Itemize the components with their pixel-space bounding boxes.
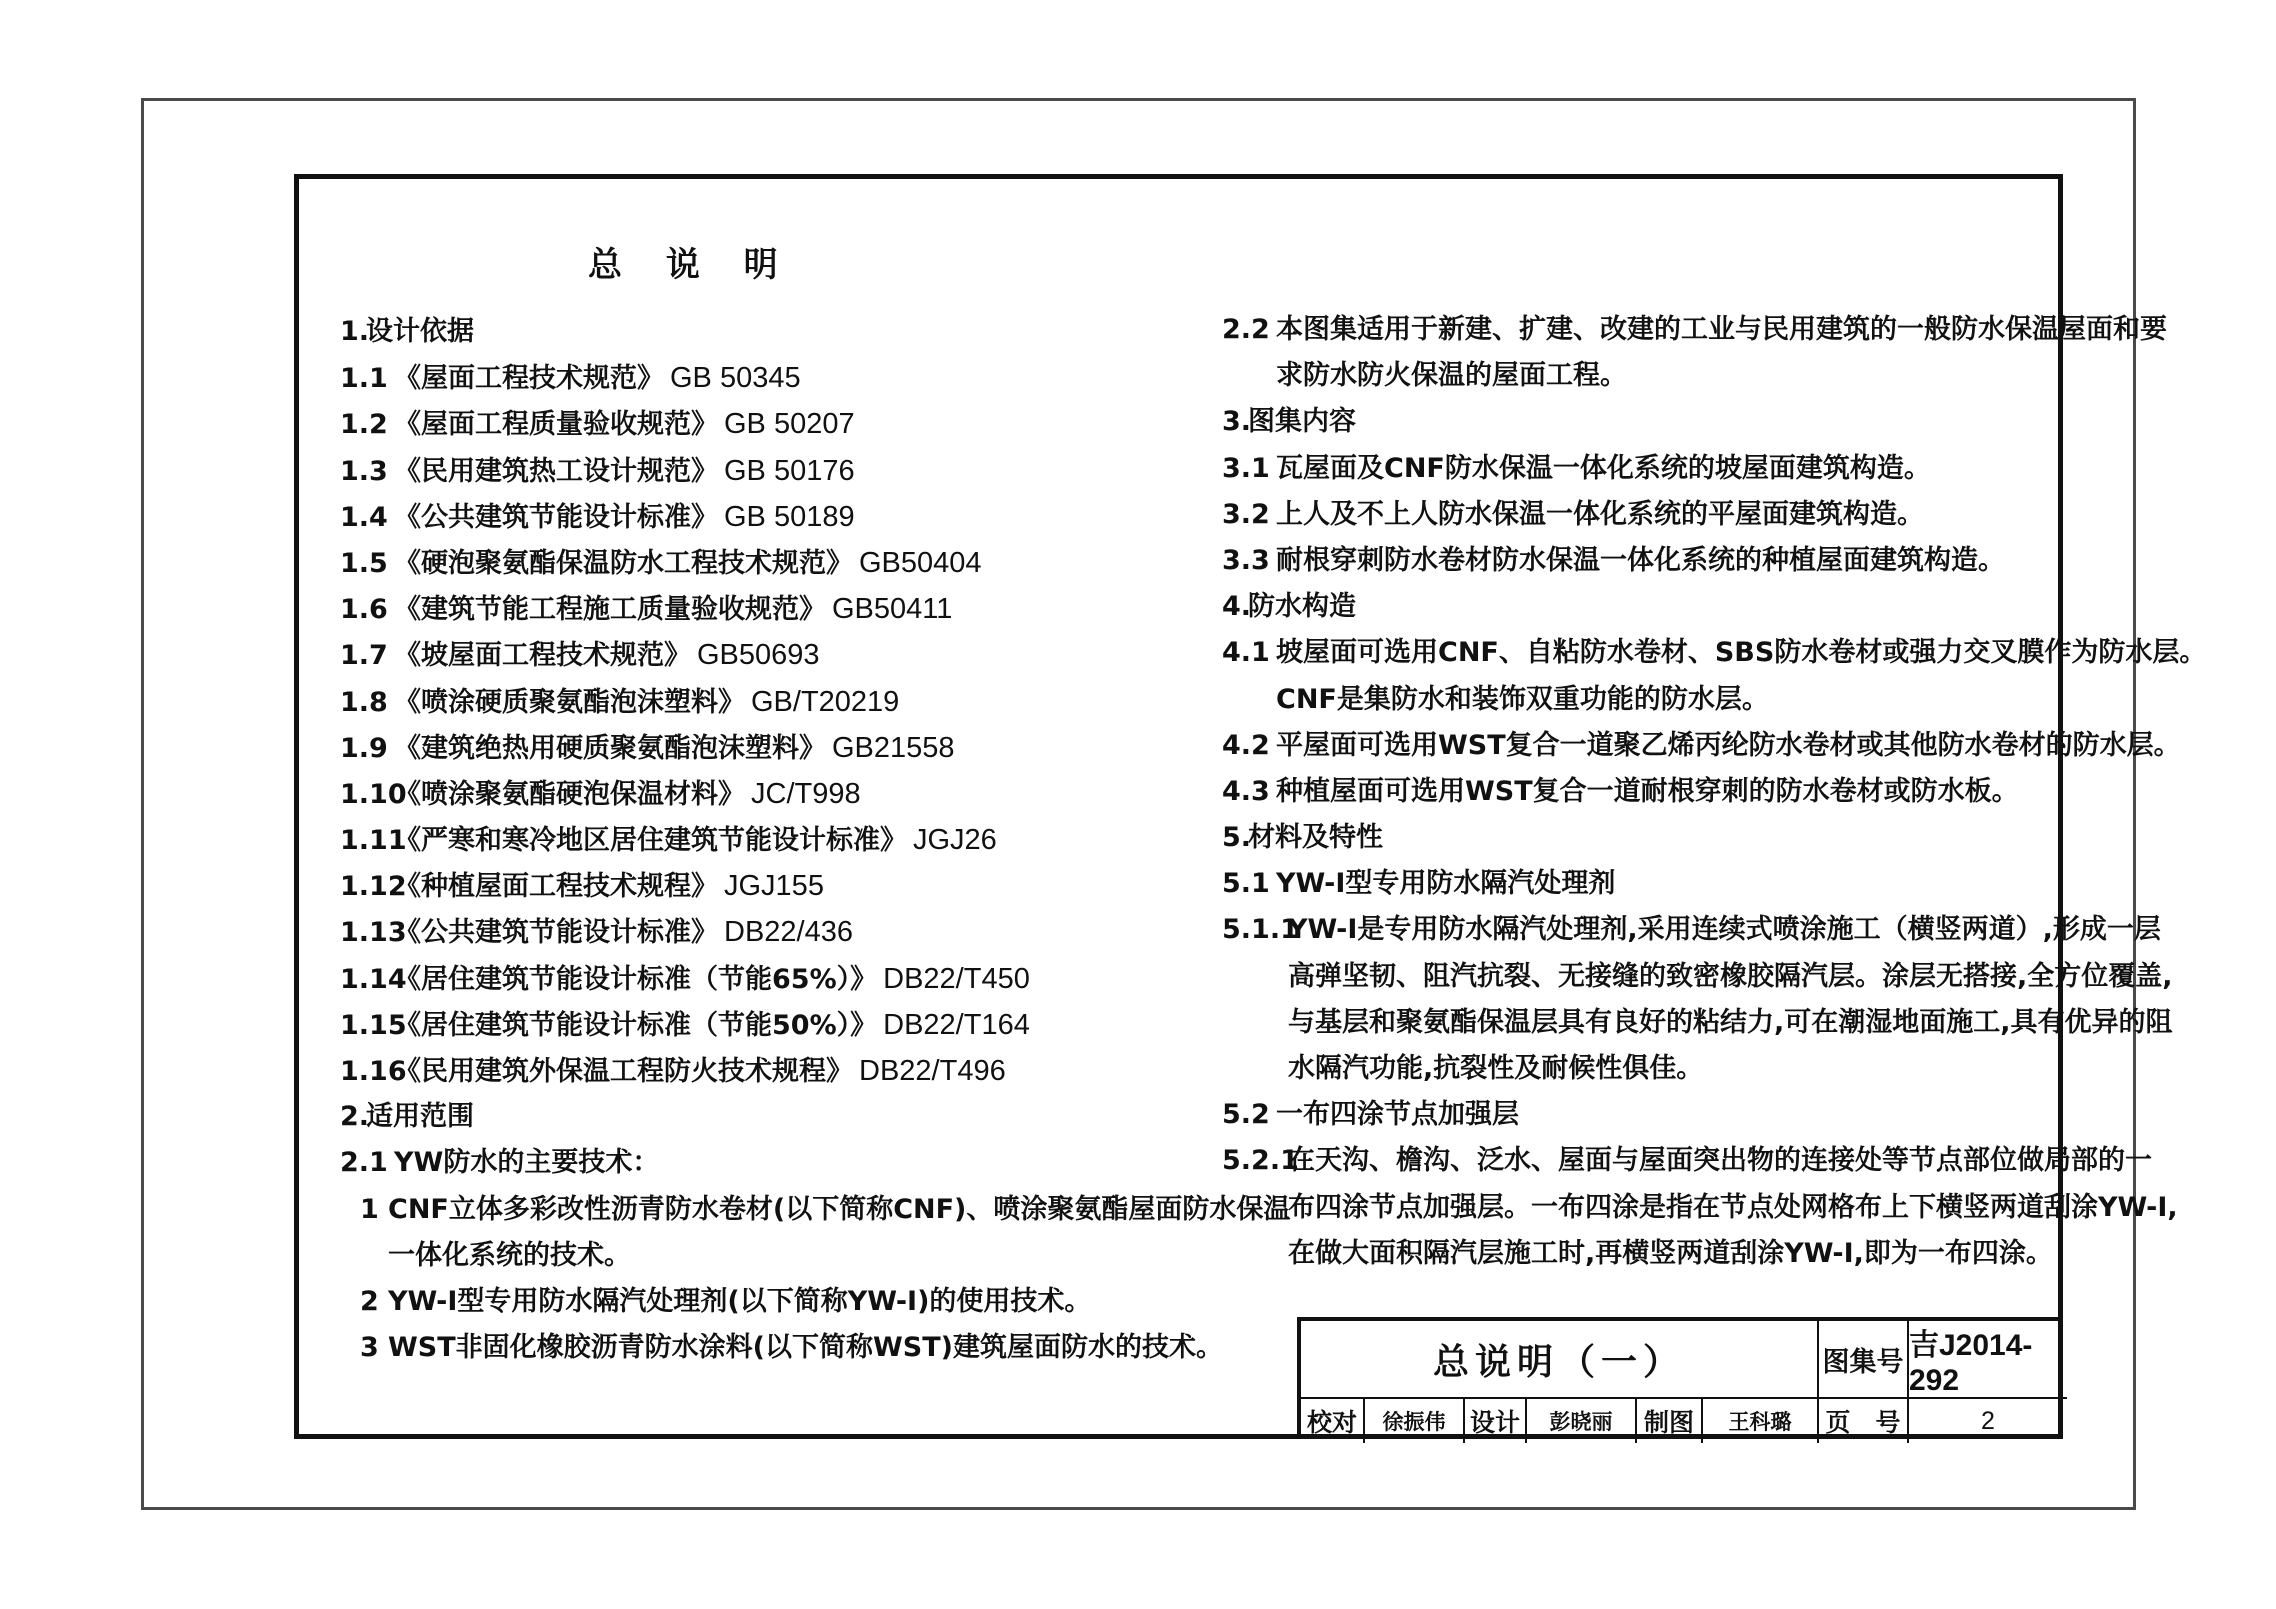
text-line <box>340 586 1160 632</box>
document-title: 总 说 明 <box>588 245 794 285</box>
text-line <box>1222 630 2207 676</box>
text-line <box>340 1094 1160 1140</box>
clause-text: 在天沟、檐沟、泛水、屋面与屋面突出物的连接处等节点部位做局部的一 <box>1288 1145 2152 1177</box>
text-line <box>340 632 1160 678</box>
page-number: 2 <box>1907 1397 2067 1443</box>
standard-code: GB50411 <box>832 593 953 626</box>
clause-text: 《严寒和寒冷地区居住建筑节能设计标准》 <box>394 825 907 857</box>
clause-text: 《民用建筑外保温工程防火技术规程》 <box>394 1056 853 1087</box>
clause-number: 3. <box>1222 406 1252 438</box>
design-label: 设计 <box>1463 1397 1525 1443</box>
clause-text: 与基层和聚氨酯保温层具有良好的粘结力,可在潮湿地面施工,具有优异的阻 <box>1288 1006 2173 1038</box>
text-line <box>340 401 1160 447</box>
clause-text: 本图集适用于新建、扩建、改建的工业与民用建筑的一般防水保温屋面和要 <box>1276 314 2167 345</box>
clause-text: 《喷涂聚氨酯硬泡保温材料》 <box>394 778 745 810</box>
text-line <box>1222 1046 2042 1092</box>
checked-signature: 徐振伟 <box>1363 1397 1463 1443</box>
text-line <box>1222 677 2042 723</box>
text-line <box>340 863 1160 909</box>
text-line <box>1222 1138 2152 1184</box>
clause-text: 一体化系统的技术。 <box>388 1239 631 1271</box>
clause-number: 1.5 <box>340 547 388 579</box>
clause-text: 高弹坚韧、阻汽抗裂、无接缝的致密橡胶隔汽层。涂层无搭接,全方位覆盖, <box>1288 960 2173 992</box>
clause-number: 3.1 <box>1222 452 1270 484</box>
title-block <box>1297 1317 2063 1439</box>
clause-text: YW-I型专用防水隔汽处理剂 <box>1276 868 1616 900</box>
text-line <box>340 679 1160 725</box>
clause-text: 《坡屋面工程技术规范》 <box>394 640 691 672</box>
clause-number: 4.1 <box>1222 637 1270 669</box>
clause-number: 1.1 <box>340 363 388 395</box>
design-signature: 彭晓丽 <box>1525 1397 1635 1443</box>
standard-code: JGJ26 <box>913 824 997 857</box>
text-line <box>340 1325 1223 1371</box>
clause-text: 图集内容 <box>1248 406 1356 438</box>
standard-code: GB50693 <box>697 639 820 672</box>
clause-text: 求防水防火保温的屋面工程。 <box>1276 360 1627 392</box>
clause-number: 1.13 <box>340 917 407 949</box>
clause-number: 3.3 <box>1222 544 1270 576</box>
clause-text: YW-I是专用防水隔汽处理剂,采用连续式喷涂施工（横竖两道）,形成一层 <box>1288 914 2161 946</box>
clause-text: 《屋面工程技术规范》 <box>394 363 664 395</box>
clause-text: 种植屋面可选用WST复合一道耐根穿刺的防水卷材或防水板。 <box>1276 775 2019 807</box>
standard-code: GB 50207 <box>724 408 855 441</box>
drawn-label: 制图 <box>1635 1397 1701 1443</box>
clause-text: 《建筑节能工程施工质量验收规范》 <box>394 594 826 626</box>
clause-text: 《公共建筑节能设计标准》 <box>394 501 718 533</box>
clause-text: 耐根穿刺防水卷材防水保温一体化系统的种植屋面建筑构造。 <box>1276 544 2005 576</box>
clause-text: 平屋面可选用WST复合一道聚乙烯丙纶防水卷材或其他防水卷材的防水层。 <box>1276 729 2181 761</box>
clause-number: 1.6 <box>340 594 388 626</box>
clause-text: CNF是集防水和装饰双重功能的防水层。 <box>1276 683 1769 715</box>
text-line <box>340 1187 1291 1233</box>
clause-text: 布四涂节点加强层。一布四涂是指在节点处网格布上下横竖两道刮涂YW-I, <box>1288 1191 2178 1223</box>
clause-number: 1.16 <box>340 1056 407 1087</box>
clause-number: 1.8 <box>340 686 388 718</box>
clause-number: 1.15 <box>340 1009 407 1041</box>
clause-number: 2.2 <box>1222 314 1270 345</box>
clause-number: 4.3 <box>1222 775 1270 807</box>
clause-number: 4. <box>1222 591 1252 623</box>
text-line <box>340 355 1160 401</box>
standard-code: GB 50189 <box>724 500 855 533</box>
text-line <box>340 725 1160 771</box>
clause-number: 3 <box>360 1332 379 1364</box>
standard-code: DB22/436 <box>724 916 853 949</box>
clause-number: 5.1.1 <box>1222 914 1299 946</box>
clause-text: 瓦屋面及CNF防水保温一体化系统的坡屋面建筑构造。 <box>1276 452 1931 484</box>
text-line <box>1222 1000 2173 1046</box>
text-line <box>1222 815 2042 861</box>
text-line <box>1222 861 2042 907</box>
clause-number: 5. <box>1222 822 1252 854</box>
clause-text: 防水构造 <box>1248 591 1356 623</box>
clause-number: 2 <box>360 1285 379 1317</box>
page-label: 页 号 <box>1817 1397 1907 1443</box>
clause-number: 1.7 <box>340 640 388 672</box>
standard-code: GB 50176 <box>724 454 855 487</box>
clause-number: 5.2.1 <box>1222 1145 1299 1177</box>
clause-number: 1.14 <box>340 963 407 995</box>
clause-text: 《居住建筑节能设计标准（节能65%）》 <box>394 963 878 995</box>
standard-code: GB 50345 <box>670 362 801 395</box>
text-line <box>1222 584 2042 630</box>
text-line <box>340 909 1160 955</box>
clause-text: 《建筑绝热用硬质聚氨酯泡沫塑料》 <box>394 732 826 764</box>
clause-text: 在做大面积隔汽层施工时,再横竖两道刮涂YW-I,即为一布四涂。 <box>1288 1237 2053 1269</box>
standard-code: DB22/T164 <box>883 1008 1030 1041</box>
clause-number: 1.2 <box>340 409 388 441</box>
right-column <box>1222 307 2207 1277</box>
text-line <box>340 1048 1160 1094</box>
clause-text: 水隔汽功能,抗裂性及耐候性俱佳。 <box>1288 1053 1704 1084</box>
clause-number: 1.4 <box>340 501 388 533</box>
clause-number: 1.12 <box>340 871 407 903</box>
checked-label: 校对 <box>1301 1397 1363 1443</box>
text-line <box>340 494 1160 540</box>
text-line <box>1222 1231 2053 1277</box>
clause-number: 2.1 <box>340 1147 388 1179</box>
text-line <box>340 1279 1160 1325</box>
clause-text: 《屋面工程质量验收规范》 <box>394 409 718 441</box>
atlas-number-label: 图集号 <box>1817 1321 1907 1397</box>
clause-text: 一布四涂节点加强层 <box>1276 1099 1519 1131</box>
text-line <box>1222 353 2042 399</box>
standard-code: GB/T20219 <box>751 685 900 718</box>
clause-text: 上人及不上人防水保温一体化系统的平屋面建筑构造。 <box>1276 498 1924 530</box>
clause-text: CNF立体多彩改性沥青防水卷材(以下简称CNF)、喷涂聚氨酯屋面防水保温 <box>388 1193 1291 1225</box>
clause-text: 材料及特性 <box>1248 822 1383 854</box>
text-line <box>340 1140 1160 1186</box>
standard-code: JGJ155 <box>724 870 824 903</box>
clause-number: 1.10 <box>340 778 407 810</box>
text-line <box>340 1233 1160 1279</box>
text-line <box>1222 769 2042 815</box>
clause-number: 1.9 <box>340 732 388 764</box>
clause-text: 《居住建筑节能设计标准（节能50%）》 <box>394 1009 878 1041</box>
text-line <box>1222 307 2167 353</box>
clause-number: 3.2 <box>1222 498 1270 530</box>
text-line <box>340 956 1160 1002</box>
sheet-title: 总说明（一） <box>1432 1341 1685 1383</box>
text-line <box>1222 492 2042 538</box>
text-line <box>340 448 1160 494</box>
text-line <box>340 771 1160 817</box>
text-line <box>340 309 1160 355</box>
text-line <box>1222 538 2042 584</box>
clause-number: 5.1 <box>1222 868 1270 900</box>
text-line <box>340 817 1160 863</box>
clause-text: YW防水的主要技术： <box>394 1147 660 1179</box>
standard-code: JC/T998 <box>751 777 861 810</box>
atlas-number: 吉J2014-292 <box>1907 1321 2067 1397</box>
clause-number: 4.2 <box>1222 729 1270 761</box>
standard-code: DB22/T450 <box>883 962 1030 995</box>
clause-text: 《种植屋面工程技术规程》 <box>394 871 718 903</box>
drawn-signature: 王科璐 <box>1701 1397 1817 1443</box>
text-line <box>1222 907 2161 953</box>
clause-text: 《公共建筑节能设计标准》 <box>394 917 718 949</box>
clause-text: 《民用建筑热工设计规范》 <box>394 455 718 487</box>
standard-code: DB22/T496 <box>859 1055 1006 1087</box>
clause-text: 设计依据 <box>366 316 474 347</box>
clause-text: 适用范围 <box>366 1101 474 1133</box>
text-line <box>340 1002 1160 1048</box>
clause-number: 1.11 <box>340 825 407 857</box>
clause-text: YW-I型专用防水隔汽处理剂(以下简称YW-I)的使用技术。 <box>388 1285 1092 1317</box>
clause-text: 坡屋面可选用CNF、自粘防水卷材、SBS防水卷材或强力交叉膜作为防水层。 <box>1276 637 2207 669</box>
clause-number: 5.2 <box>1222 1099 1270 1131</box>
clause-text: 《喷涂硬质聚氨酯泡沫塑料》 <box>394 686 745 718</box>
clause-number: 2. <box>340 1101 370 1133</box>
standard-code: GB21558 <box>832 731 955 764</box>
text-line <box>340 540 1160 586</box>
clause-text: 《硬泡聚氨酯保温防水工程技术规范》 <box>394 547 853 579</box>
text-line <box>1222 1185 2178 1231</box>
clause-number: 1 <box>360 1193 379 1225</box>
clause-number: 1.3 <box>340 455 388 487</box>
clause-text: WST非固化橡胶沥青防水涂料(以下简称WST)建筑屋面防水的技术。 <box>388 1332 1223 1364</box>
clause-number: 1. <box>340 316 370 347</box>
text-line <box>1222 954 2173 1000</box>
text-line <box>1222 399 2042 445</box>
text-line <box>1222 1092 2042 1138</box>
standard-code: GB50404 <box>859 546 982 579</box>
text-line <box>1222 446 2042 492</box>
text-line <box>1222 723 2181 769</box>
